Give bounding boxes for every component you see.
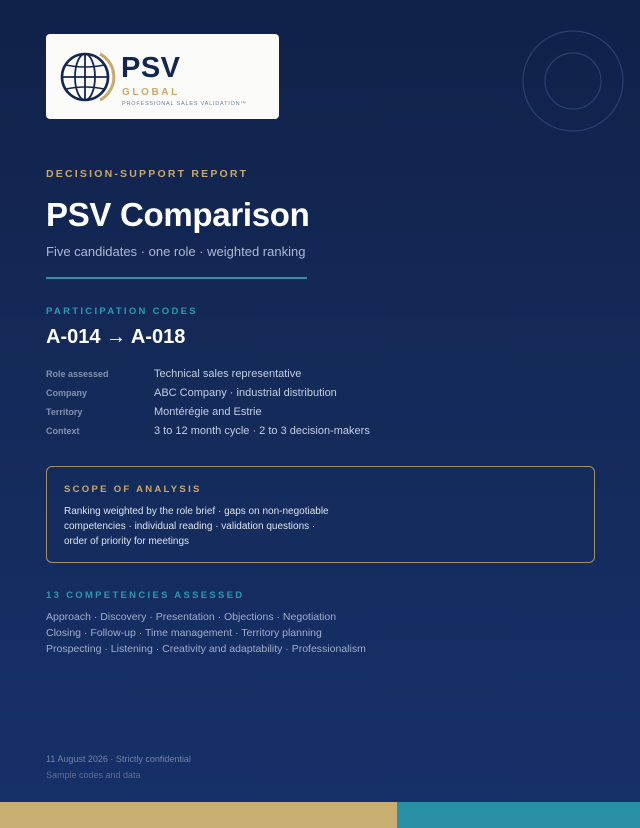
meta-row-context xyxy=(46,421,370,440)
meta-value: ABC Company · industrial distribution xyxy=(154,386,337,399)
page-subtitle: Five candidates · one role · weighted ranking xyxy=(46,244,306,259)
meta-key: Company xyxy=(46,387,88,398)
scope-line: Ranking weighted by the role brief · gaps on non-negotiable xyxy=(64,506,329,517)
meta-value: Technical sales representative xyxy=(154,367,302,380)
competencies-list xyxy=(46,609,366,657)
meta-key: Territory xyxy=(46,406,83,417)
meta-table xyxy=(46,364,370,440)
meta-row-territory xyxy=(46,402,370,421)
competencies-line: Closing · Follow-up · Time management · Territory planning xyxy=(46,627,322,639)
meta-row-company xyxy=(46,383,370,402)
footer-bar-gold xyxy=(0,802,397,828)
logo-wordmark: PSV xyxy=(121,52,181,84)
logo-card xyxy=(46,34,279,119)
scope-line: order of priority for meetings xyxy=(64,536,190,547)
page-title: PSV Comparison xyxy=(46,196,310,233)
participation-codes: A-014 → A-018 xyxy=(46,326,186,348)
scope-text xyxy=(64,504,364,549)
logo-subword: GLOBAL xyxy=(122,87,180,98)
divider xyxy=(46,277,307,279)
competencies-line: Prospecting · Listening · Creativity and adaptability · Professionalism xyxy=(46,643,366,655)
competencies-label: 13 COMPETENCIES ASSESSED xyxy=(46,590,245,601)
scope-label: SCOPE OF ANALYSIS xyxy=(64,484,202,495)
footer-note: Sample codes and data xyxy=(46,770,141,780)
meta-key: Context xyxy=(46,425,80,436)
decorative-circles-icon xyxy=(520,28,626,134)
participation-label: PARTICIPATION CODES xyxy=(46,306,198,317)
meta-key: Role assessed xyxy=(46,368,109,379)
scope-line: competencies · individual reading · validation questions · xyxy=(64,521,316,532)
competencies-line: Approach · Discovery · Presentation · Objections · Negotiation xyxy=(46,611,337,623)
footer-bar-teal xyxy=(397,802,640,828)
report-eyebrow: DECISION-SUPPORT REPORT xyxy=(46,168,249,180)
meta-value: 3 to 12 month cycle · 2 to 3 decision-makers xyxy=(154,424,370,437)
scope-box xyxy=(46,466,595,563)
logo-tagline: PROFESSIONAL SALES VALIDATION™ xyxy=(122,101,247,107)
meta-row-role xyxy=(46,364,370,383)
footer-date: 11 August 2026 · Strictly confidential xyxy=(46,754,191,764)
globe-icon xyxy=(60,50,116,104)
meta-value: Montérégie and Estrie xyxy=(154,405,262,418)
